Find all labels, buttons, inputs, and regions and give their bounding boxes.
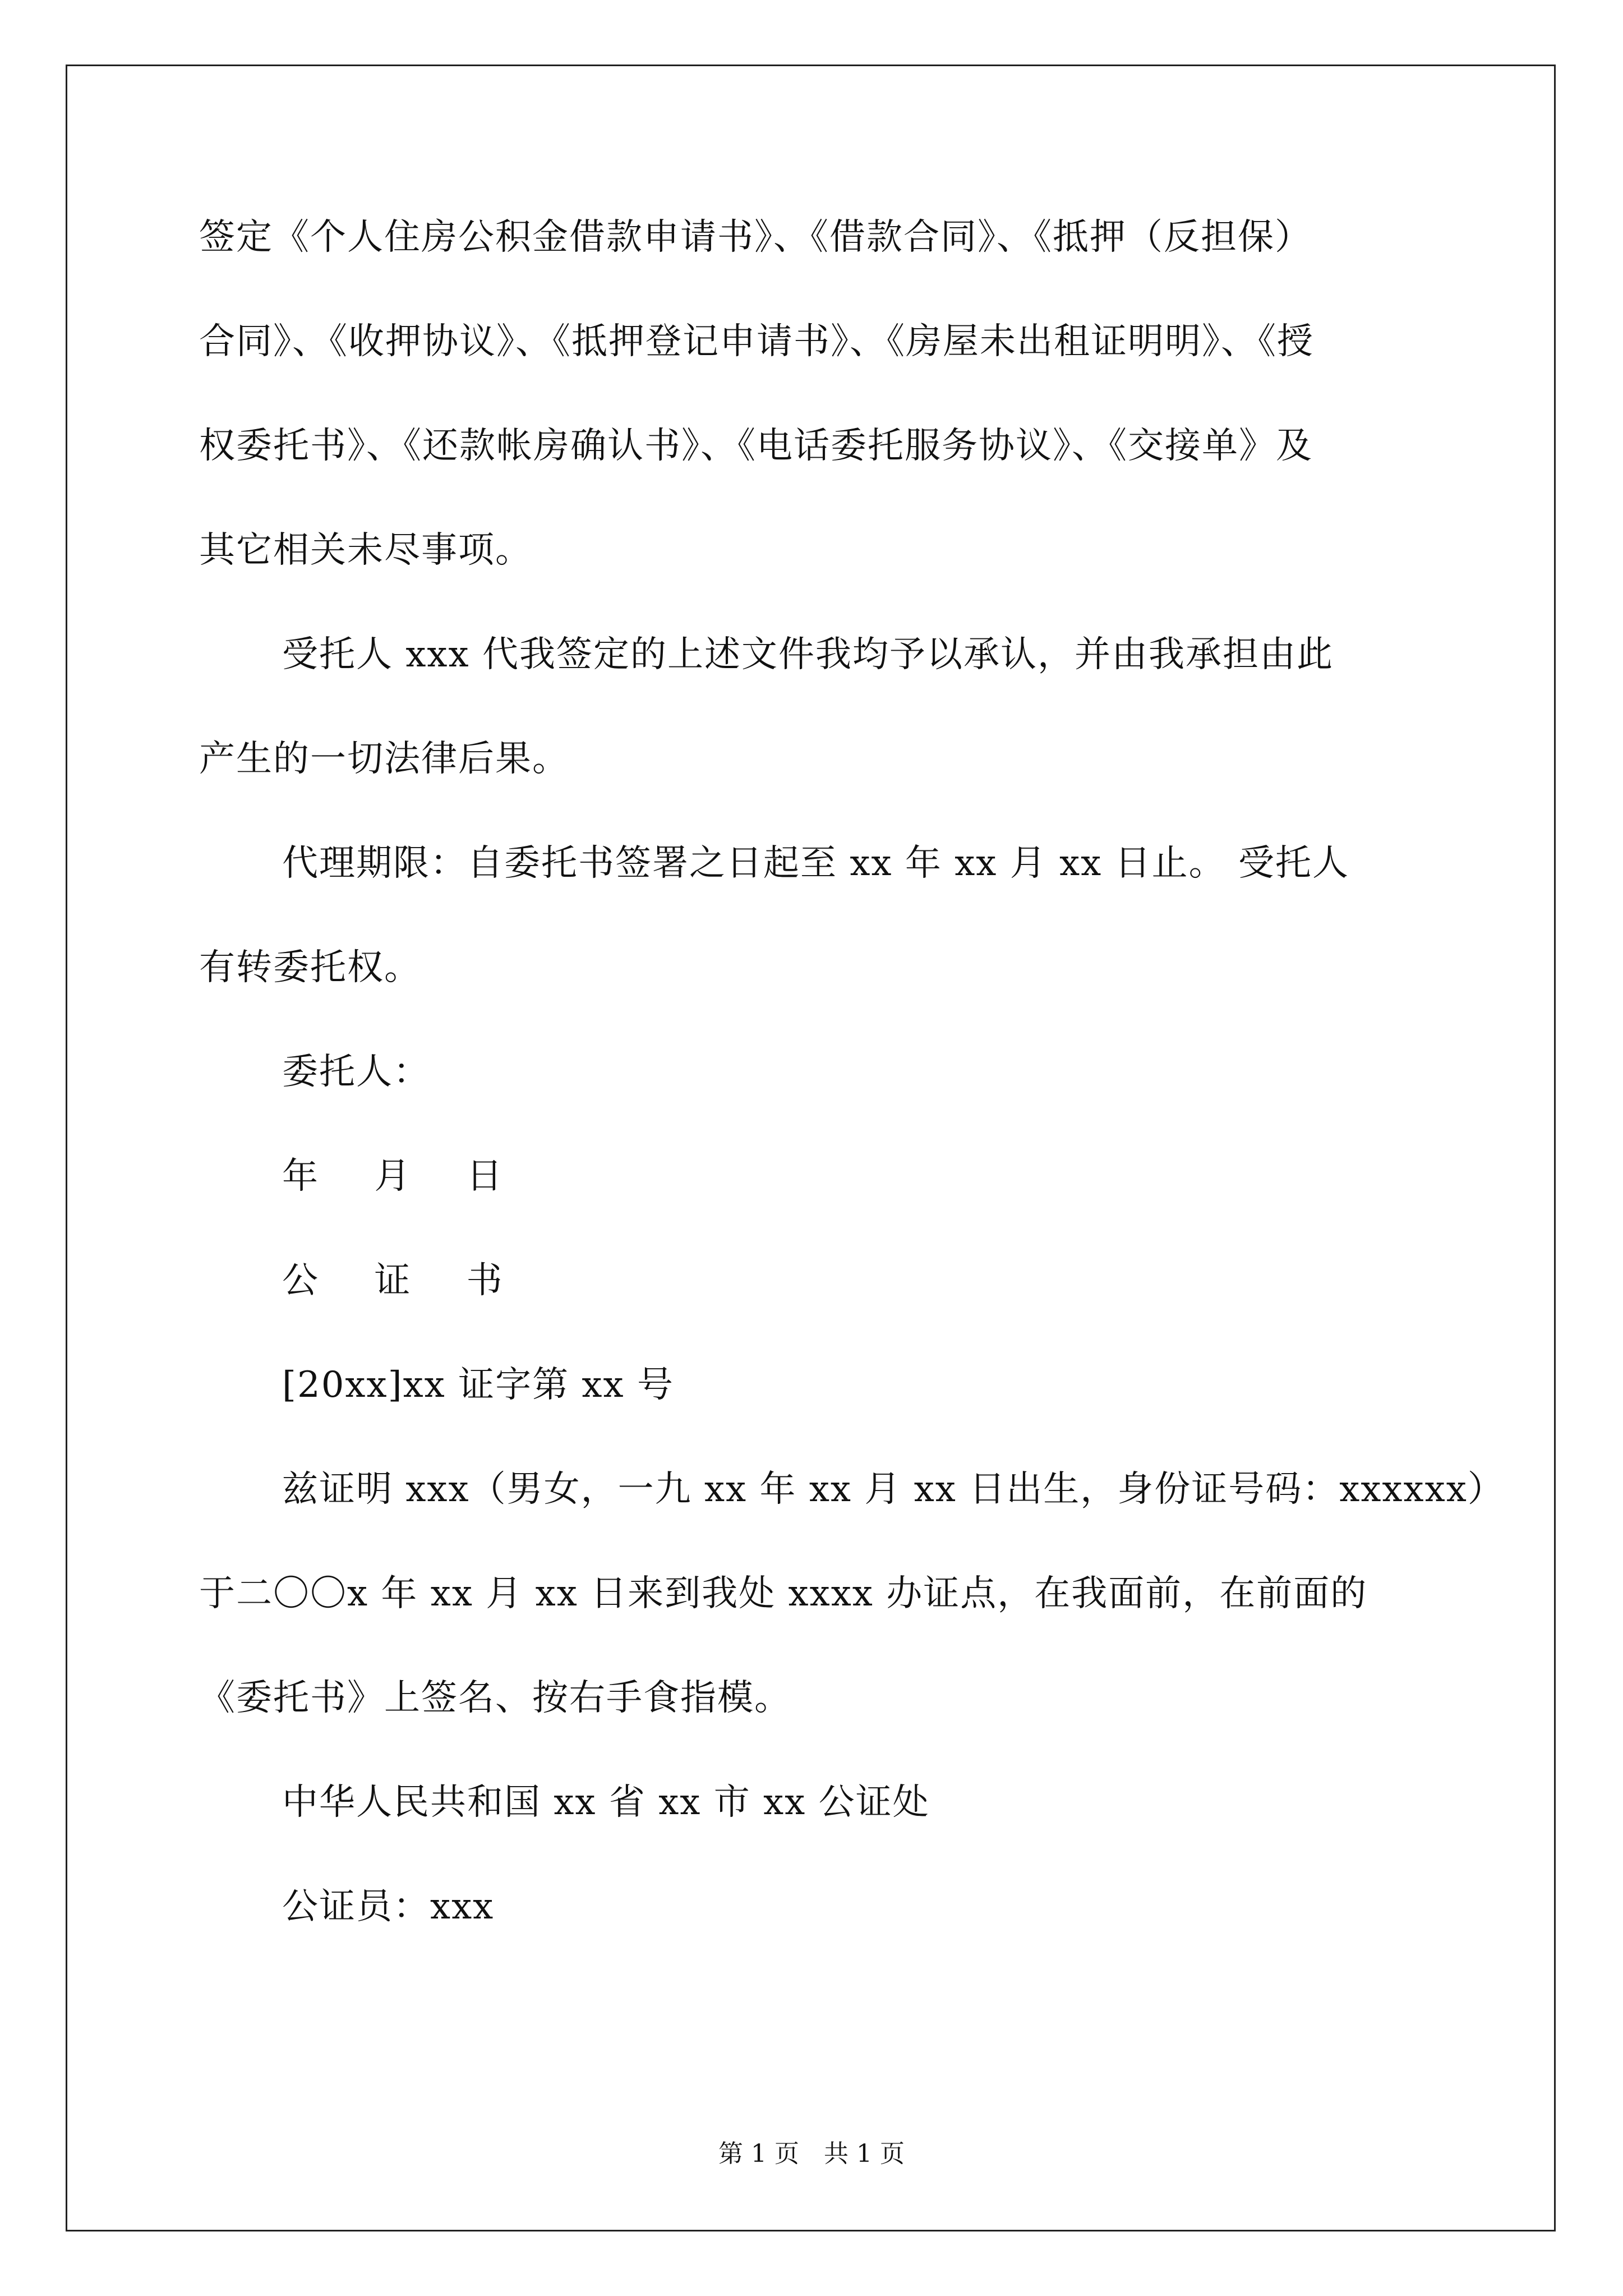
date-line: 年 月 日 bbox=[282, 1156, 525, 1197]
notary-office: 中华人民共和国 xx 省 xx 市 xx 公证处 bbox=[282, 1782, 930, 1823]
paragraph-line: 受托人 xxx 代我签定的上述文件我均予以承认，并由我承担由此 bbox=[282, 634, 1334, 675]
paragraph-line: 合同》、《收押协议》、《抵押登记申请书》、《房屋未出租证明明》、《授 bbox=[199, 321, 1314, 362]
paragraph-line: 有转委托权。 bbox=[199, 947, 421, 988]
paragraph-line: 权委托书》、《还款帐房确认书》、《电话委托服务协议》、《交接单》及 bbox=[199, 425, 1313, 467]
document-body bbox=[199, 185, 1505, 1959]
paragraph-line: 兹证明 xxx（男女，一九 xx 年 xx 月 xx 日出生，身份证号码：xxxxxx） bbox=[282, 1469, 1505, 1510]
certificate-number: [20xx]xx 证字第 xx 号 bbox=[282, 1364, 674, 1406]
notary-officer: 公证员：xxx bbox=[282, 1886, 495, 1927]
paragraph-line: 《委托书》上签名、按右手食指模。 bbox=[199, 1677, 791, 1719]
principal-label: 委托人： bbox=[282, 1051, 430, 1093]
notarial-certificate-title: 公 证 书 bbox=[282, 1260, 525, 1301]
paragraph-line: 于二〇〇x 年 xx 月 xx 日来到我处 xxxx 办证点，在我面前，在前面的 bbox=[199, 1573, 1368, 1614]
paragraph-line: 代理期限：自委托书签署之日起至 xx 年 xx 月 xx 日止。 受托人 bbox=[282, 843, 1349, 884]
paragraph-line: 签定《个人住房公积金借款申请书》、《借款合同》、《抵押（反担保） bbox=[199, 217, 1312, 258]
paragraph-line: 产生的一切法律后果。 bbox=[199, 738, 569, 780]
page-footer: 第 1 页 共 1 页 bbox=[718, 2139, 905, 2168]
paragraph-line: 其它相关未尽事项。 bbox=[199, 530, 532, 571]
